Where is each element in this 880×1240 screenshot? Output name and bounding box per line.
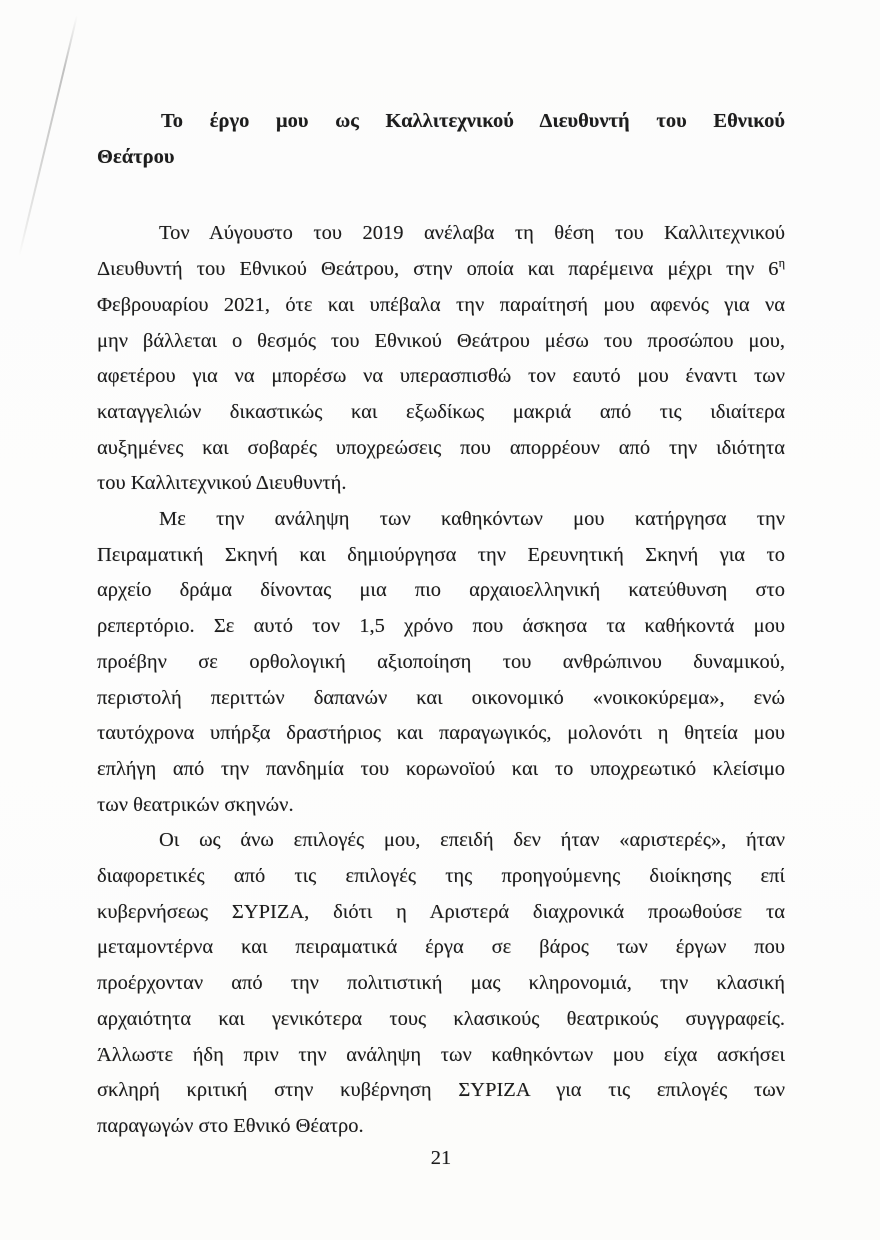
text-line: επλήγη από την πανδημία του κορωνοϊού και το υποχρεωτικό κλείσιμο [97,757,785,780]
text-line: του Καλλιτεχνικού Διευθυντή. [97,472,347,495]
text-line: Άλλωστε ήδη πριν την ανάληψη των καθηκόντων μου είχα ασκήσει [97,1043,785,1066]
document-body [97,104,785,1145]
text-line: αρχείο δράμα δίνοντας μια πιο αρχαιοελληνική κατεύθυνση στο [97,579,785,602]
text-line: καταγγελιών δικαστικώς και εξωδίκως μακριά από τις ιδιαίτερα [97,400,785,423]
title-line: Το έργο μου ως Καλλιτεχνικού Διευθυντή του Εθνικού [161,110,785,132]
text-line: ρεπερτόριο. Σε αυτό τον 1,5 χρόνο που άσκησα τα καθήκοντά μου [97,615,785,638]
text-line: Φεβρουαρίου 2021, ότε και υπέβαλα την παραίτησή μου αφενός για να [97,293,785,316]
text-line: αφετέρου για να μπορέσω να υπερασπισθώ τον εαυτό μου έναντι των [97,365,785,388]
text-line: προέρχονταν από την πολιτιστική μας κληρονομιά, την κλασική [97,972,785,995]
document-paragraphs [97,216,785,1144]
paragraph-3 [97,823,785,1144]
text-line: ταυτόχρονα υπήρξα δραστήριος και παραγωγικός, μολονότι η θητεία μου [97,722,785,745]
title-line: Θεάτρου [97,145,175,168]
text-line: διαφορετικές από τις επιλογές της προηγούμενης διοίκησης επί [97,865,785,888]
paragraph-1 [97,216,785,502]
scan-crease-artifact [18,15,78,257]
text-line: παραγωγών στο Εθνικό Θέατρο. [97,1114,364,1137]
text-line: σκληρή κριτική στην κυβέρνηση ΣΥΡΙΖΑ για τις επιλογές των [97,1079,785,1102]
text-line: κυβερνήσεως ΣΥΡΙΖΑ, διότι η Αριστερά διαχρονικά προωθούσε τα [97,900,785,923]
text-line: των θεατρικών σκηνών. [97,793,294,816]
paragraph-2 [97,502,785,823]
text-line: Πειραματική Σκηνή και δημιούργησα την Ερευνητική Σκηνή για το [97,543,785,566]
text-line: περιστολή περιττών δαπανών και οικονομικό «νοικοκύρεμα», ενώ [97,686,785,709]
text-line: προέβην σε ορθολογική αξιοποίηση του ανθρώπινου δυναμικού, [97,650,785,673]
text-line: αυξημένες και σοβαρές υποχρεώσεις που απορρέουν από την ιδιότητα [97,436,785,459]
text-line: μην βάλλεται ο θεσμός του Εθνικού Θεάτρου μέσω του προσώπου μου, [97,329,785,352]
text-line: Με την ανάληψη των καθηκόντων μου κατήργησα την [159,508,785,531]
text-line: Οι ως άνω επιλογές μου, επειδή δεν ήταν «αριστερές», ήταν [159,829,785,852]
page-number: 21 [430,1147,452,1169]
text-line: αρχαιότητα και γενικότερα τους κλασικούς θεατρικούς συγγραφείς. [97,1007,785,1030]
text-line: Διευθυντή του Εθνικού Θεάτρου, στην οποία και παρέμεινα μέχρι την $6^\eta$ [97,256,785,281]
text-line: μεταμοντέρνα και πειραματικά έργα σε βάρος των έργων που [97,936,785,959]
document-title [97,104,785,175]
text-line: Τον Αύγουστο του 2019 ανέλαβα τη θέση του Καλλιτεχνικού [159,222,785,245]
